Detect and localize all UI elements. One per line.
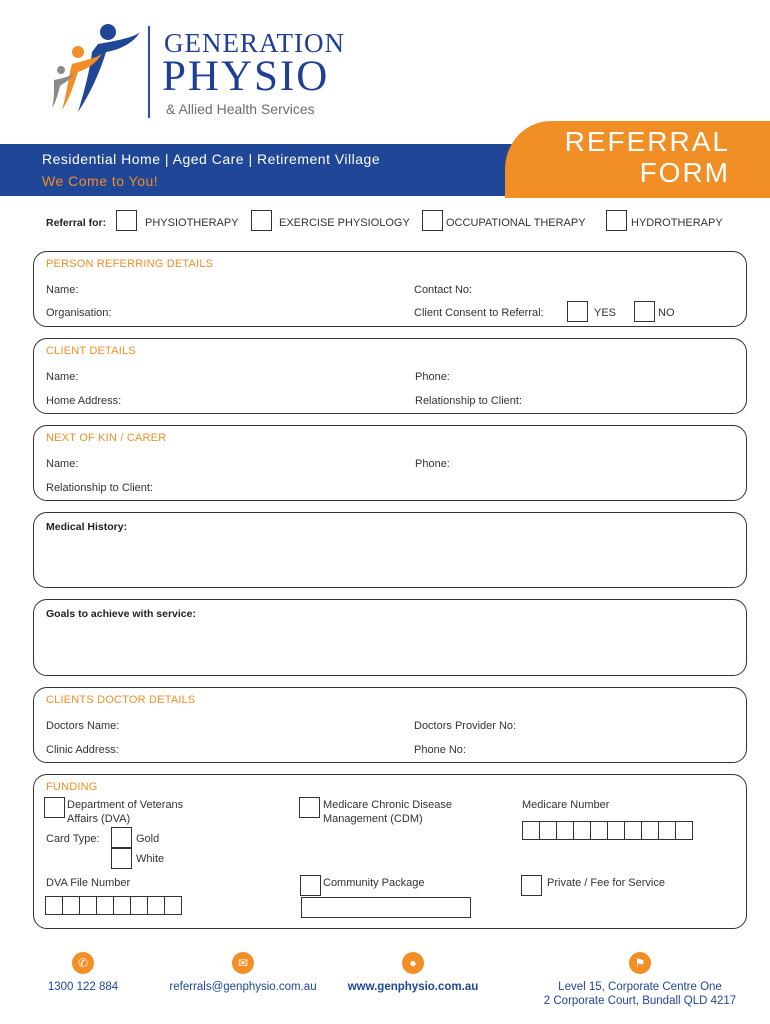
card-type-label: Card Type:	[46, 833, 100, 845]
medical-history-label: Medical History:	[46, 521, 128, 533]
cdm-checkbox[interactable]	[299, 797, 320, 818]
doctor-details-section	[33, 687, 747, 763]
dva-label-line1: Department of Veterans	[67, 799, 184, 811]
gold-card-checkbox[interactable]	[111, 827, 132, 848]
location-pin-icon: ⚑	[629, 952, 651, 974]
logo-figures-icon	[48, 22, 144, 118]
section-heading: CLIENTS DOCTOR DETAILS	[46, 694, 196, 706]
next-of-kin-section	[33, 425, 747, 501]
hydrotherapy-label: HYDROTHERAPY	[631, 217, 723, 229]
phone-icon: ✆	[72, 952, 94, 974]
consent-yes-checkbox[interactable]	[567, 301, 588, 322]
goals-section[interactable]	[33, 599, 747, 676]
medicare-number-label: Medicare Number	[522, 799, 610, 811]
section-heading: PERSON REFERRING DETAILS	[46, 258, 214, 270]
private-fee-checkbox[interactable]	[521, 875, 542, 896]
community-package-checkbox[interactable]	[300, 875, 321, 896]
physiotherapy-checkbox[interactable]	[116, 210, 137, 231]
consent-no-label: NO	[658, 307, 675, 319]
web-icon: ●	[402, 952, 424, 974]
funding-section	[33, 774, 747, 929]
referral-for-row	[46, 208, 746, 234]
section-heading: FUNDING	[46, 781, 98, 793]
dva-checkbox[interactable]	[44, 797, 65, 818]
email-icon: ✉	[232, 952, 254, 974]
dva-file-number-input[interactable]	[45, 896, 182, 915]
organisation-field[interactable]: Organisation:	[46, 307, 112, 319]
private-fee-label: Private / Fee for Service	[547, 877, 665, 889]
logo	[48, 22, 368, 122]
footer-website	[323, 952, 503, 994]
doctor-name-field[interactable]: Doctors Name:	[46, 720, 120, 732]
doctor-provider-field[interactable]: Doctors Provider No:	[414, 720, 517, 732]
community-package-input[interactable]	[301, 897, 471, 918]
medicare-number-input[interactable]	[522, 821, 693, 840]
exercise-physiology-label: EXERCISE PHYSIOLOGY	[279, 217, 410, 229]
section-heading: NEXT OF KIN / CARER	[46, 432, 167, 444]
client-address-field[interactable]: Home Address:	[46, 395, 122, 407]
person-referring-section	[33, 251, 747, 327]
kin-name-field[interactable]: Name:	[46, 458, 79, 470]
brand-name-line1: GENERATION	[164, 28, 345, 58]
dva-file-number-label: DVA File Number	[46, 877, 131, 889]
consent-label: Client Consent to Referral:	[414, 307, 544, 319]
clinic-address-field[interactable]: Clinic Address:	[46, 744, 119, 756]
physiotherapy-label: PHYSIOTHERAPY	[145, 217, 239, 229]
kin-phone-field[interactable]: Phone:	[415, 458, 450, 470]
footer-address	[520, 952, 760, 1008]
exercise-physiology-checkbox[interactable]	[251, 210, 272, 231]
footer-email-text[interactable]: referrals@genphysio.com.au	[169, 981, 317, 993]
consent-no-checkbox[interactable]	[634, 301, 655, 322]
referral-for-label: Referral for:	[46, 217, 107, 229]
community-package-label: Community Package	[323, 877, 425, 889]
white-card-label: White	[136, 853, 165, 865]
referrer-contact-field[interactable]: Contact No:	[414, 284, 473, 296]
footer-phone	[0, 952, 173, 994]
footer-website-text[interactable]: www.genphysio.com.au	[347, 981, 479, 993]
logo-divider	[148, 26, 150, 118]
white-card-checkbox[interactable]	[111, 848, 132, 869]
hydrotherapy-checkbox[interactable]	[606, 210, 627, 231]
client-relationship-field[interactable]: Relationship to Client:	[415, 395, 523, 407]
medical-history-section[interactable]	[33, 512, 747, 588]
referrer-name-field[interactable]: Name:	[46, 284, 79, 296]
banner-services: Residential Home | Aged Care | Retirement Village	[42, 151, 381, 167]
occupational-therapy-label: OCCUPATIONAL THERAPY	[446, 217, 586, 229]
footer-address-line2: 2 Corporate Court, Bundall QLD 4217	[543, 995, 737, 1007]
cdm-label-line2: Management (CDM)	[323, 813, 423, 825]
footer-email	[153, 952, 333, 994]
dva-label-line2: Affairs (DVA)	[67, 813, 131, 825]
gold-card-label: Gold	[136, 833, 160, 845]
consent-yes-label: YES	[594, 307, 617, 319]
doctor-phone-field[interactable]: Phone No:	[414, 744, 466, 756]
kin-relationship-field[interactable]: Relationship to Client:	[46, 482, 154, 494]
brand-tagline: & Allied Health Services	[166, 101, 315, 117]
occupational-therapy-checkbox[interactable]	[422, 210, 443, 231]
client-name-field[interactable]: Name:	[46, 371, 79, 383]
brand-name-line2: PHYSIO	[162, 53, 330, 100]
form-title	[565, 126, 730, 188]
form-title-line1: REFERRAL	[564, 126, 730, 157]
cdm-label-line1: Medicare Chronic Disease	[323, 799, 452, 811]
footer-address-line1: Level 15, Corporate Centre One	[558, 981, 722, 993]
form-title-line2: FORM	[639, 157, 730, 188]
footer-phone-text[interactable]: 1300 122 884	[47, 981, 119, 993]
banner-slogan: We Come to You!	[42, 173, 159, 189]
section-heading: CLIENT DETAILS	[46, 345, 136, 357]
client-details-section	[33, 338, 747, 414]
client-phone-field[interactable]: Phone:	[415, 371, 450, 383]
goals-label: Goals to achieve with service:	[46, 608, 196, 620]
